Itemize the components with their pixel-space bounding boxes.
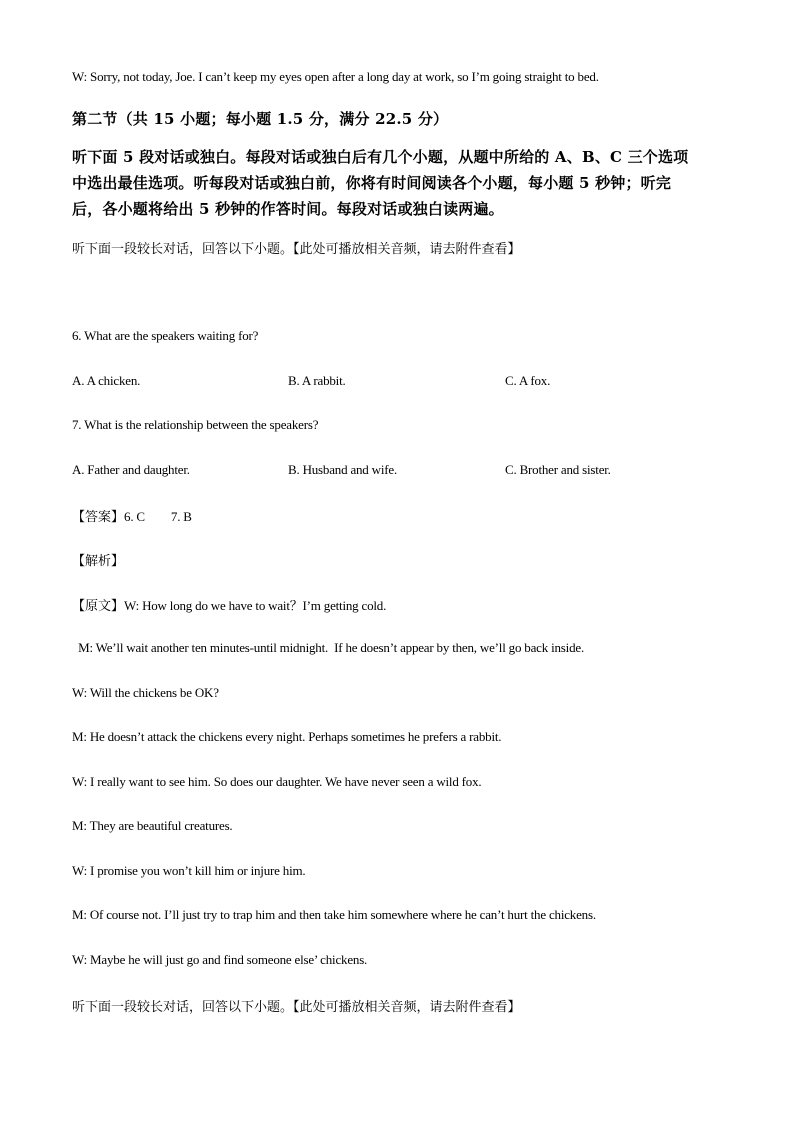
listen-prompt: 听下面一段较长对话，回答以下小题。【此处可播放相关音频，请去附件查看】 bbox=[72, 242, 521, 257]
question-6-option-a: A. A chicken. bbox=[72, 373, 141, 388]
transcript-line-3: W: Will the chickens be OK? bbox=[72, 685, 219, 700]
answer-line bbox=[72, 506, 192, 525]
section-heading: 第二节（共 15 小题；每小题 1.5 分，满分 22.5 分） bbox=[72, 110, 449, 128]
transcript-text-1: W: How long do we have to wait？I’m getting cold. bbox=[124, 598, 387, 613]
transcript-label: 【原文】 bbox=[72, 599, 125, 614]
question-6-option-c: C. A fox. bbox=[505, 373, 551, 388]
question-6-option-b: B. A rabbit. bbox=[288, 373, 346, 388]
question-6-text: 6. What are the speakers waiting for? bbox=[72, 328, 259, 343]
transcript-line-4: M: He doesn’t attack the chickens every night. Perhaps sometimes he prefers a rabbit. bbox=[72, 729, 502, 744]
question-7-option-c: C. Brother and sister. bbox=[505, 462, 611, 477]
instruction-line-2: 中选出最佳选项。听每段对话或独白前，你将有时间阅读各个小题，每小题 5 秒钟；听完 bbox=[72, 174, 672, 192]
transcript-line-5: W: I really want to see him. So does our daughter. We have never seen a wild fox. bbox=[72, 774, 482, 789]
transcript-line-7: W: I promise you won’t kill him or injure him. bbox=[72, 863, 306, 878]
instruction-line-3: 后，各小题将给出 5 秒钟的作答时间。每段对话或独白读两遍。 bbox=[72, 200, 504, 218]
answer-7: 7. B bbox=[170, 509, 192, 524]
transcript-line-1 bbox=[72, 595, 386, 614]
transcript-line-9: W: Maybe he will just go and find someone else’ chickens. bbox=[72, 952, 368, 967]
analysis-label: 【解析】 bbox=[72, 554, 125, 569]
dialogue-line-top: W: Sorry, not today, Joe. I can’t keep my eyes open after a long day at work, so I’m going straight to bed. bbox=[72, 69, 599, 84]
question-7-option-a: A. Father and daughter. bbox=[72, 462, 190, 477]
question-7-text: 7. What is the relationship between the speakers? bbox=[72, 417, 319, 432]
transcript-line-2: M: We’ll wait another ten minutes-until midnight. If he doesn’t appear by then, we’ll go back inside. bbox=[72, 640, 584, 655]
question-7-option-b: B. Husband and wife. bbox=[288, 462, 398, 477]
answer-label: 【答案】 bbox=[72, 510, 125, 525]
transcript-line-6: M: They are beautiful creatures. bbox=[72, 818, 233, 833]
listen-prompt-2: 听下面一段较长对话，回答以下小题。【此处可播放相关音频，请去附件查看】 bbox=[72, 1000, 521, 1015]
answer-6: 6. C bbox=[124, 509, 145, 524]
instruction-line-1: 听下面 5 段对话或独白。每段对话或独白后有几个小题，从题中所给的 A、B、C 三个选项 bbox=[72, 148, 689, 166]
transcript-line-8: M: Of course not. I’ll just try to trap him and then take him somewhere where he can’t hurt the chickens. bbox=[72, 907, 596, 922]
